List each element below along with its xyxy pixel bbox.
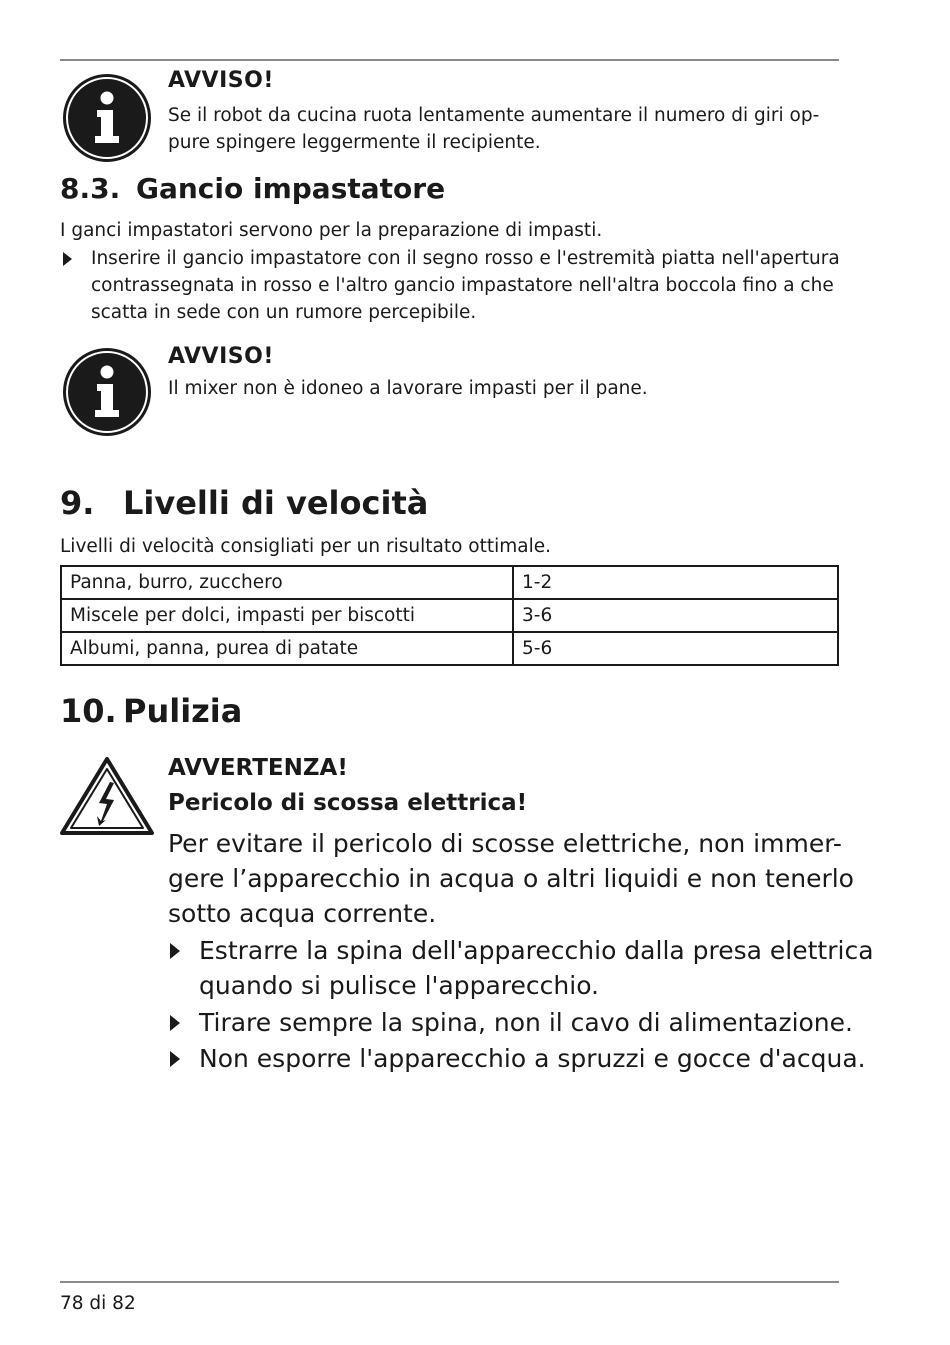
bullet-text: Estrarre la spina dell'apparecchio dalla presa elettrica quando si pulisce l'apparecchio. (199, 936, 874, 1000)
table-cell: 3-6 (513, 599, 838, 632)
bullet-text: Non esporre l'apparecchio a spruzzi e gocce d'acqua. (199, 1044, 866, 1073)
bullet-arrow-icon (63, 252, 72, 266)
section-intro: Livelli di velocità consigliati per un risultato ottimale. (60, 536, 551, 557)
warning-title: AVVERTENZA! (168, 755, 348, 781)
section-intro: I ganci impastatori servono per la preparazione di impasti. (60, 220, 603, 241)
table-cell: Miscele per dolci, impasti per biscotti (61, 599, 513, 632)
warning-subtitle: Pericolo di scossa elettrica! (168, 790, 528, 816)
bottom-rule (60, 1281, 839, 1283)
notice-title: AVVISO! (168, 68, 274, 93)
notice-text: Il mixer non è idoneo a lavorare impasti per il pane. (168, 378, 648, 399)
table-row (61, 599, 838, 632)
electric-shock-warning-icon (59, 756, 155, 836)
notice-title: AVVISO! (168, 344, 274, 369)
bullet-arrow-icon (170, 943, 180, 959)
top-rule (60, 59, 839, 61)
speed-table (60, 565, 839, 666)
info-icon (62, 347, 152, 437)
table-row (61, 632, 838, 665)
bullet-text: Tirare sempre la spina, non il cavo di alimentazione. (199, 1008, 853, 1037)
notice-text: Se il robot da cucina ruota lentamente aumentare il numero di giri op- pure spingere leggermente il recipiente. (168, 105, 820, 153)
info-icon (62, 73, 152, 163)
page-number: 78 di 82 (60, 1293, 136, 1314)
table-row (61, 566, 838, 599)
table-cell: 1-2 (513, 566, 838, 599)
bullet-text: Inserire il gancio impastatore con il segno rosso e l'estremità piatta nell'apertura contrassegnata in rosso e l'altro gancio impastatore nell'altra boccola fino a che scatta in sede con un rumore percepibile. (91, 248, 840, 323)
table-cell: Albumi, panna, purea di patate (61, 632, 513, 665)
bullet-arrow-icon (170, 1015, 180, 1031)
section-heading-8-3: 8.3. Gancio impastatore (60, 172, 446, 205)
table-cell: Panna, burro, zucchero (61, 566, 513, 599)
warning-text: Per evitare il pericolo di scosse elettriche, non immer- gere l’apparecchio in acqua o altri liquidi e non tenerlo sotto acqua corrente. (168, 829, 854, 928)
section-heading-10: 10. Pulizia (60, 692, 243, 730)
table-cell: 5-6 (513, 632, 838, 665)
bullet-arrow-icon (170, 1051, 180, 1067)
section-heading-9: 9. Livelli di velocità (60, 484, 429, 522)
